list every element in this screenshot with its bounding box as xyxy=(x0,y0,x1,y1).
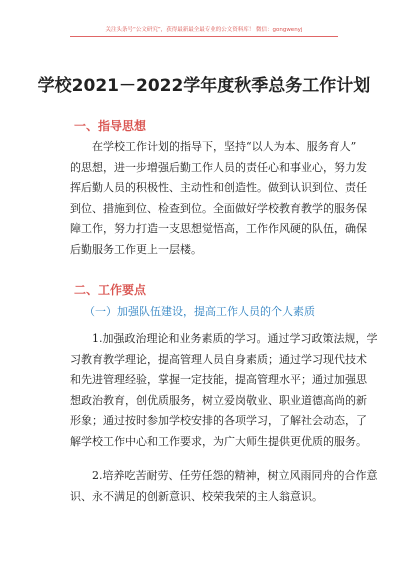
paragraph-line: 习教育教学理论，提高管理人员自身素质；通过学习现代技术 xyxy=(70,352,367,366)
paragraph-line: 解学校工作中心和工作要求，为广大师生提供更优质的服务。 xyxy=(70,434,367,448)
paragraph-line: 2.培养吃苦耐劳、任劳任怨的精神，树立风雨同舟的合作意 xyxy=(92,469,378,482)
subheading-team-building: （一）加强队伍建设，提高工作人员的个人素质 xyxy=(84,305,315,318)
top-banner xyxy=(0,0,408,40)
paragraph-study xyxy=(70,329,378,452)
banner-divider xyxy=(70,36,338,37)
paragraph-guiding-ideology xyxy=(70,137,367,260)
paragraph-line: 和先进管理经验，掌握一定技能，提高管理水平；通过加强思 xyxy=(70,373,367,386)
section-heading-work-points: 二、工作要点 xyxy=(74,283,147,297)
document-title: 学校2021－2022学年度秋季总务工作计划 xyxy=(37,76,371,96)
paragraph-line: 识、永不满足的创新意识、校荣我荣的主人翁意识。 xyxy=(70,489,323,503)
paragraph-line: 到位、措施到位、检查到位。全面做好学校教育教学的服务保 xyxy=(70,201,367,215)
paragraph-line: 后勤服务工作更上一层楼。 xyxy=(70,242,202,256)
banner-promo-text: 关注头条号“公文研究”，获得最新最全最专业的公文资料库！ 微信：gongwenyj xyxy=(105,27,303,33)
paragraph-line: 形象；通过按时参加学校安排的各项学习，了解社会动态，了 xyxy=(70,414,367,427)
paragraph-line: 障工作，努力打造一支思想觉悟高，工作作风硬的队伍，确保 xyxy=(70,222,367,235)
paragraph-line: 挥后勤人员的积极性、主动性和创造性。做到认识到位、责任 xyxy=(70,181,367,194)
section-heading-guiding-ideology: 一、指导思想 xyxy=(74,119,147,133)
paragraph-line: 的思想，进一步增强后勤工作人员的责任心和事业心，努力发 xyxy=(70,160,367,174)
paragraph-spirit xyxy=(70,466,378,507)
paragraph-line: 1.加强政治理论和业务素质的学习。通过学习政策法规，学 xyxy=(92,332,378,345)
paragraph-line: 想政治教育，创优质服务，树立爱岗敬业、职业道德高尚的新 xyxy=(70,393,367,407)
paragraph-line: 在学校工作计划的指导下，坚持“以人为本、服务育人” xyxy=(92,140,357,153)
